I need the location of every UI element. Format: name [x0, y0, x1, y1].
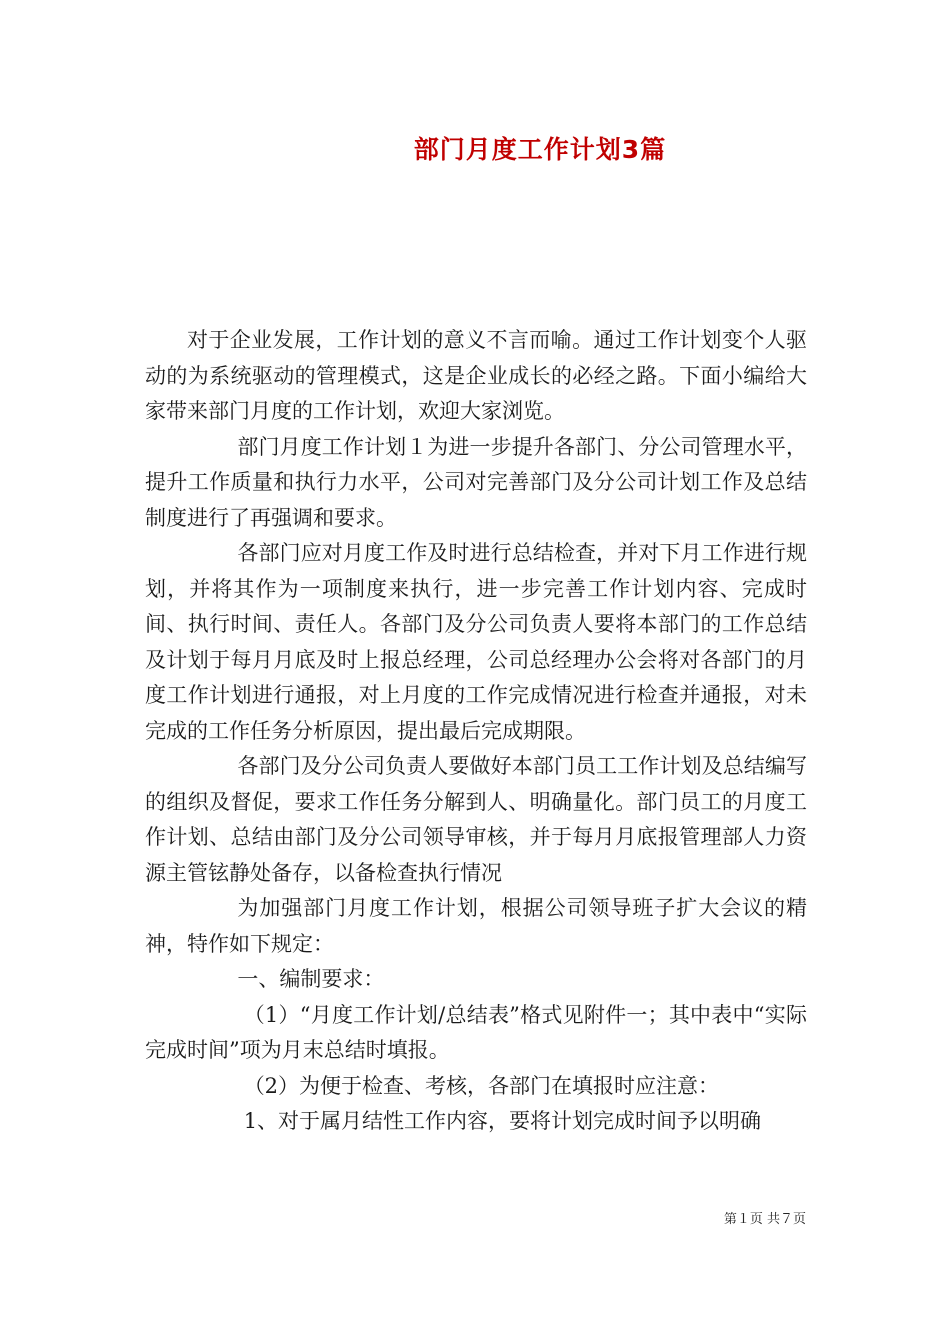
page-number: 第１页 共７页 — [723, 1212, 806, 1227]
paragraph-intro: 对于企业发展，工作计划的意义不言而喻。通过工作计划变个人驱动的为系统驱动的管理模式，这是企业成长的必经之路。下面小编给大家带来部门月度的工作计划，欢迎大家浏览。 — [145, 328, 807, 423]
paragraph-regulation: 为加强部门月度工作计划，根据公司领导班子扩大会议的精神，特作如下规定： — [145, 896, 807, 956]
paragraph-responsibility: 各部门及分公司负责人要做好本部门员工工作计划及总结编写的组织及督促，要求工作任务分解到人、明确量化。部门员工的月度工作计划、总结由部门及分公司领导审核，并于每月月底报管理部人力资源主管铉静处备存，以备检查执行情况 — [145, 754, 807, 885]
document-body — [145, 323, 807, 1140]
document-title: 部门月度工作计划3篇 — [413, 135, 667, 164]
paragraph-summary-check: 各部门应对月度工作及时进行总结检查，并对下月工作进行规划，并将其作为一项制度来执行，进一步完善工作计划内容、完成时间、执行时间、责任人。各部门及分公司负责人要将本部门的工作总结及计划于每月月底及时上报总经理，公司总经理办公会将对各部门的月度工作计划进行通报，对上月度的工作完成情况进行检查并通报，对未完成的工作任务分析原因，提出最后完成期限。 — [145, 541, 807, 743]
paragraph-plan-1: 部门月度工作计划１为进一步提升各部门、分公司管理水平，提升工作质量和执行力水平，公司对完善部门及分公司计划工作及总结制度进行了再强调和要求。 — [145, 434, 807, 530]
paragraph-item-2: （2）为便于检查、考核，各部门在填报时应注意： — [243, 1073, 720, 1098]
paragraph-item-1: （1）“月度工作计划/总结表”格式见附件一；其中表中“实际完成时间”项为月末总结时填报。 — [145, 1002, 807, 1062]
paragraph-section-heading: 一、编制要求： — [237, 967, 385, 991]
paragraph-item-3: 1、对于属月结性工作内容，要将计划完成时间予以明确 — [243, 1109, 762, 1133]
